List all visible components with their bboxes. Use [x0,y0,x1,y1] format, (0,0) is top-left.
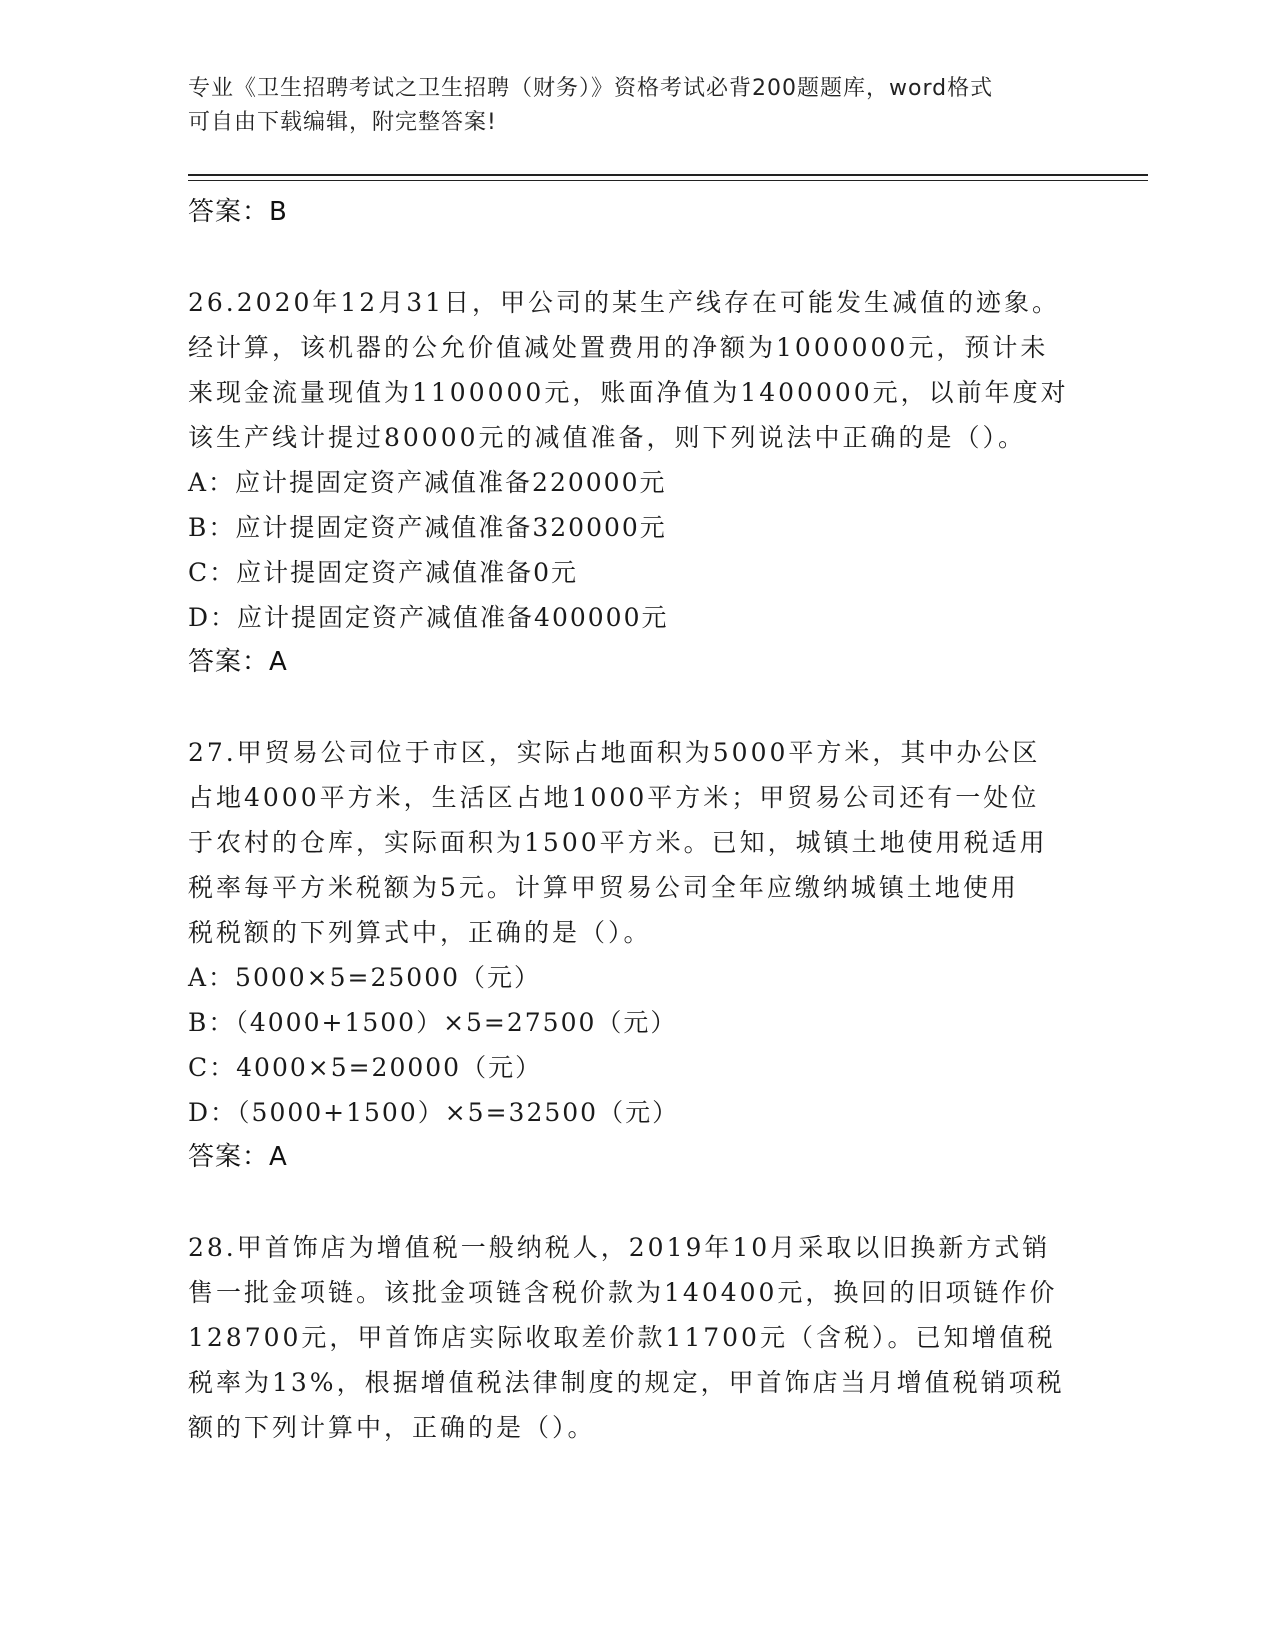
option-b: B：（4000+1500）×5=27500（元） [188,1008,678,1037]
question-line: 售一批金项链。该批金项链含税价款为140400元，换回的旧项链作价 [188,1278,1058,1307]
option-d: D：应计提固定资产减值准备400000元 [188,603,669,632]
spacer [188,235,1088,280]
question-27 [188,730,1088,1180]
question-line: 税率为13%，根据增值税法律制度的规定，甲首饰店当月增值税销项税 [188,1368,1065,1397]
question-line: 27.甲贸易公司位于市区，实际占地面积为5000平方米，其中办公区 [188,738,1041,767]
header-line-1: 专业《卫生招聘考试之卫生招聘（财务）》资格考试必背200题题库，word格式 [188,76,994,101]
option-d: D：（5000+1500）×5=32500（元） [188,1098,680,1127]
header-line-2: 可自由下载编辑，附完整答案! [188,110,497,135]
question-line: 该生产线计提过80000元的减值准备，则下列说法中正确的是（）。 [188,423,1027,452]
document-header [188,72,1068,140]
option-c: C：应计提固定资产减值准备0元 [188,558,579,587]
question-28 [188,1225,1088,1450]
answer-26: 答案：A [188,647,288,677]
spacer [188,685,1088,730]
header-divider-thick [188,174,1148,176]
question-line: 经计算，该机器的公允价值减处置费用的净额为1000000元，预计未 [188,333,1049,362]
question-26 [188,280,1088,685]
header-divider-thin [188,180,1148,181]
spacer [188,1180,1088,1225]
question-line: 税率每平方米税额为5元。计算甲贸易公司全年应缴纳城镇土地使用 [188,873,1019,902]
question-line: 占地4000平方米，生活区占地1000平方米；甲贸易公司还有一处位 [188,783,1040,812]
option-b: B：应计提固定资产减值准备320000元 [188,513,667,542]
question-line: 26.2020年12月31日，甲公司的某生产线存在可能发生减值的迹象。 [188,288,1061,317]
option-a: A：应计提固定资产减值准备220000元 [188,468,667,497]
answer-27: 答案：A [188,1142,288,1172]
question-line: 来现金流量现值为1100000元，账面净值为1400000元，以前年度对 [188,378,1069,407]
question-line: 于农村的仓库，实际面积为1500平方米。已知，城镇土地使用税适用 [188,828,1048,857]
document-body [188,190,1088,1450]
option-a: A：5000×5=25000（元） [188,963,542,992]
question-line: 28.甲首饰店为增值税一般纳税人，2019年10月采取以旧换新方式销 [188,1233,1051,1262]
answer-previous: 答案：B [188,197,288,227]
question-line: 额的下列计算中，正确的是（）。 [188,1413,596,1442]
question-line: 128700元，甲首饰店实际收取差价款11700元（含税）。已知增值税 [188,1323,1056,1352]
question-line: 税税额的下列算式中，正确的是（）。 [188,918,652,947]
option-c: C：4000×5=20000（元） [188,1053,543,1082]
